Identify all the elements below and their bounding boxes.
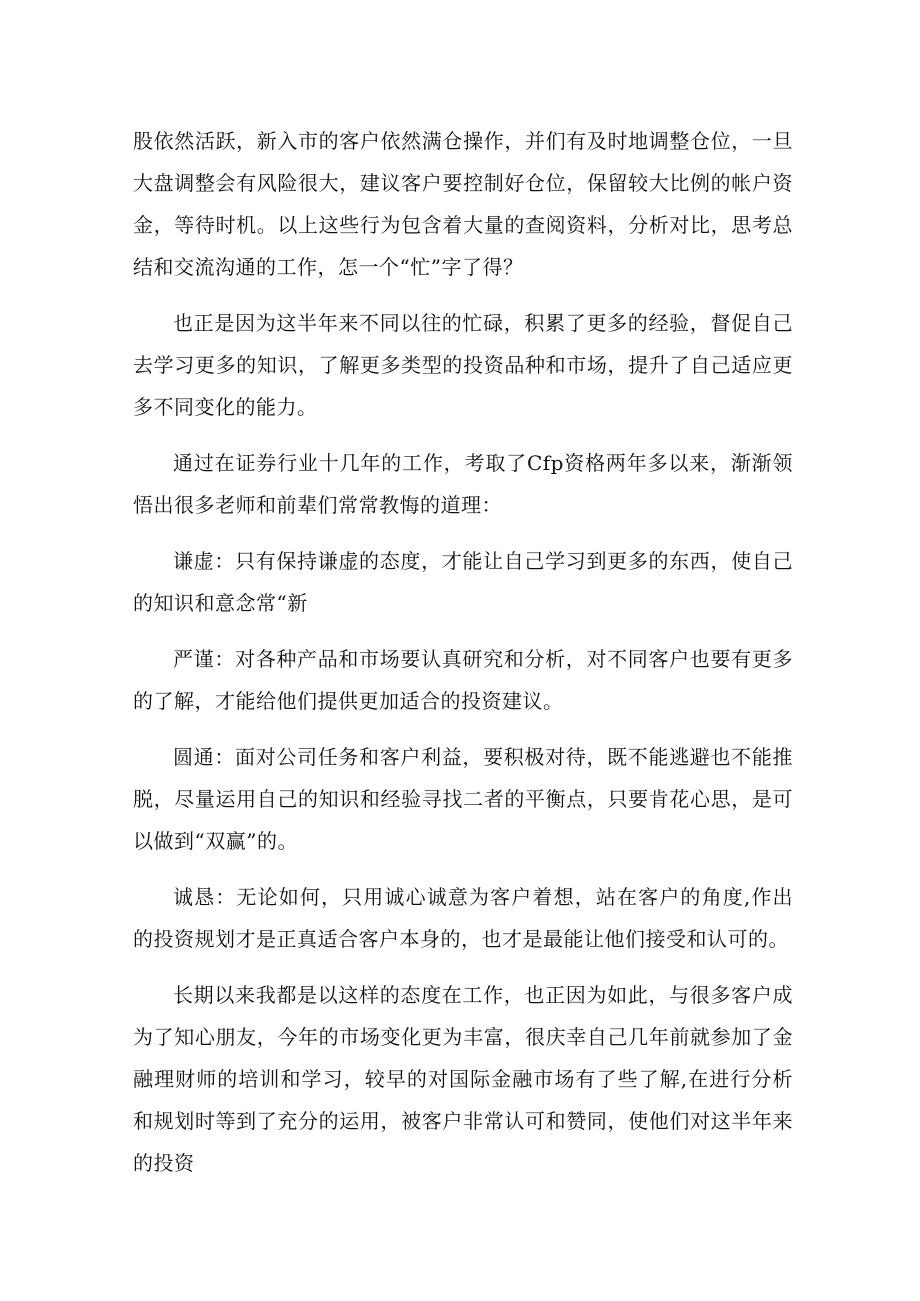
paragraph-1: 股依然活跃，新入市的客户依然满仓操作，并们有及时地调整仓位，一旦大盘调整会有风险很大，建议客户要控制好仓位，保留较大比例的帐户资金，等待时机。以上这些行为包含着大量的查阅资料，分析对比，思考总结和交流沟通的工作，怎一个“忙”字了得？ xyxy=(133,129,793,279)
document-body xyxy=(133,120,793,1198)
paragraph-3: 通过在证券行业十几年的工作，考取了Cfp资格两年多以来，渐渐领悟出很多老师和前辈们常常教悔的道理： xyxy=(133,451,793,517)
paragraph-2: 也正是因为这半年来不同以往的忙碌，积累了更多的经验，督促自己去学习更多的知识，了解更多类型的投资品种和市场，提升了自己适应更多不同变化的能力。 xyxy=(133,311,793,419)
paragraph-4: 谦虚：只有保持谦虚的态度，才能让自己学习到更多的东西，使自己的知识和意念常“新 xyxy=(133,549,793,615)
paragraph-7: 诚恳：无论如何，只用诚心诚意为客户着想，站在客户的角度,作出的投资规划才是正真适合客户本身的，也才是最能让他们接受和认可的。 xyxy=(133,885,793,951)
paragraph-8: 长期以来我都是以这样的态度在工作，也正因为如此，与很多客户成为了知心朋友，今年的市场变化更为丰富，很庆幸自己几年前就参加了金融理财师的培训和学习，较早的对国际金融市场有了些了解,在进行分析和规划时等到了充分的运用，被客户非常认可和赞同，使他们对这半年来的投资 xyxy=(133,983,793,1175)
paragraph-6: 圆通：面对公司任务和客户利益，要积极对待，既不能逃避也不能推脱，尽量运用自己的知识和经验寻找二者的平衡点，只要肯花心思，是可以做到“双赢”的。 xyxy=(133,745,793,853)
paragraph-5: 严谨：对各种产品和市场要认真研究和分析，对不同客户也要有更多的了解，才能给他们提供更加适合的投资建议。 xyxy=(133,647,793,713)
